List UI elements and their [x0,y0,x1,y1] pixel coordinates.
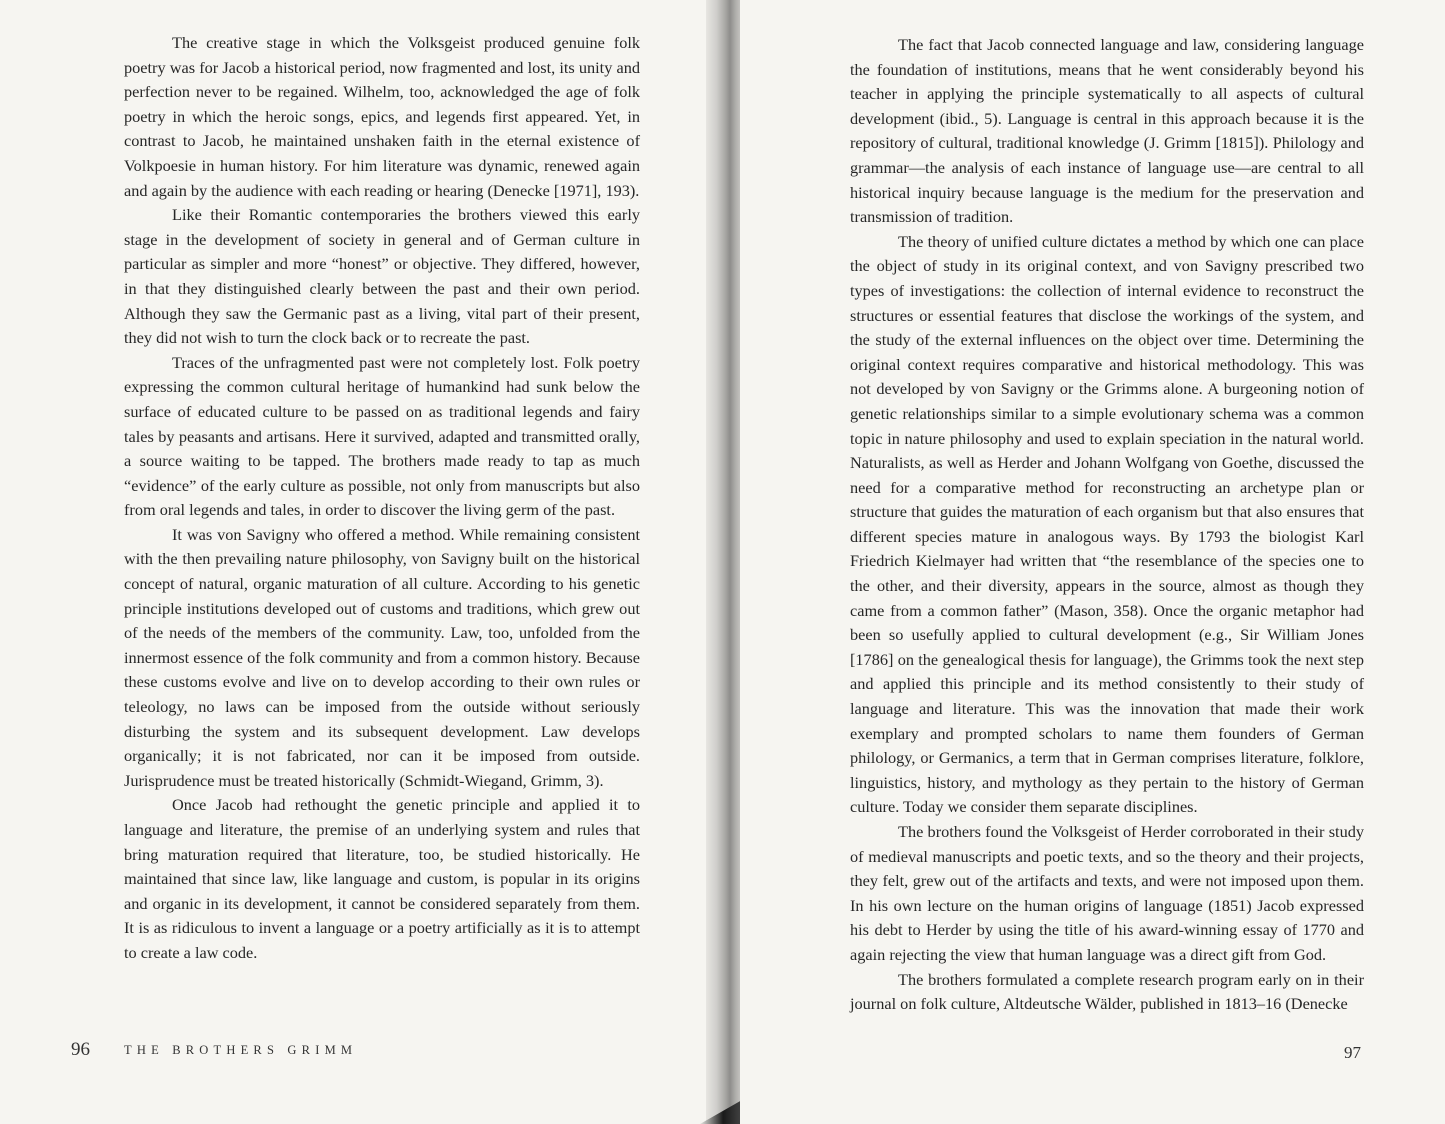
paragraph: Traces of the unfragmented past were not completely lost. Folk poetry expressing the common cultural heritage of humankind had sunk below the surface of educated culture to be passed on as traditional legends and fairy tales by peasants and artisans. Here it survived, adapted and transmitted orally, a source waiting to be tapped. The brothers made ready to tap as much “evidence” of the early culture as possible, not only from manuscripts but also from oral legends and tales, in order to discover the living germ of the past. [124,352,640,520]
paragraph: The brothers found the Volksgeist of Herder corroborated in their study of medieval manuscripts and poetic texts, and so the theory and their projects, they felt, grew out of the artifacts and texts, and were not imposed upon them. In his own lecture on the human origins of language (1851) Jacob expressed his debt to Herder by using the title of his award-winning essay of 1770 and again rejecting the view that human language was a direct gift from God. [850,822,1364,964]
paragraph: Like their Romantic contemporaries the brothers viewed this early stage in the development of society in general and of German culture in particular as simpler and more “honest” or objective. They differed, however, in that they distinguished clearly between the past and their own period. Although they saw the Germanic past as a living, vital part of their present, they did not wish to turn the clock back or to recreate the past. [124,205,640,348]
page-number: 97 [1344,1043,1361,1062]
paragraph: It was von Savigny who offered a method. While remaining consistent with the then prevailing nature philosophy, von Savigny built on the historical concept of natural, organic maturation of all culture. According to his genetic principle institutions developed out of customs and traditions, which grew out of the needs of the members of the community. Law, too, unfolded from the innermost essence of the folk community and from a common history. Because these customs evolve and live on to develop according to their own rules or teleology, no laws can be imposed from the outside without seriously disturbing the system and its subsequent development. Law develops organically; it is not fabricated, nor can it be imposed from outside. Jurisprudence must be treated historically (Schmidt-Wiegand, Grimm, 3). [124,524,640,790]
left-page-body [124,31,640,966]
paragraph: The fact that Jacob connected language and law, considering language the foundation of institutions, means that he went considerably beyond his teacher in applying the principle systematically to all aspects of cultural development (ibid., 5). Language is central in this approach because it is the repository of cultural, traditional knowledge (J. Grimm [1815]). Philology and grammar—the analysis of each instance of language use—are central to all historical inquiry because language is the medium for the preservation and transmission of tradition. [850,35,1364,227]
paragraph: The theory of unified culture dictates a method by which one can place the object of study in its original context, and von Savigny prescribed two types of investigations: the collection of internal evidence to reconstruct the structures or essential features that disclose the workings of the system, and the study of the external influences on the object over time. Determining the original context requires comparative and historical methodology. This was not developed by von Savigny or the Grimms alone. A burgeoning notion of genetic relationships similar to a simple evolutionary schema was a common topic in nature philosophy and used to explain speciation in the natural world. Naturalists, as well as Herder and Johann Wolfgang von Goethe, discussed the need for a comparative method for reconstructing an archetype plan or structure that guides the maturation of each organism but that also ensures that different species mature in analogous ways. By 1793 the biologist Karl Friedrich Kielmayer had written that “the resemblance of the species one to the other, and their diversity, appears in the source, almost as though they came from a common father” (Mason, 358). Once the organic metaphor had been so usefully applied to cultural development (e.g., Sir William Jones [1786] on the genealogical thesis for language), the Grimms took the next step and applied this principle and its method consistently to their study of language and literature. This was the innovation that made their work exemplary and prompted scholars to name them founders of German philology, or Germanics, a term that in German comprises literature, folklore, linguistics, history, and mythology as they pertain to the history of German culture. Today we consider them separate disciplines. [850,231,1364,817]
left-page [0,0,720,1124]
paragraph: Once Jacob had rethought the genetic principle and applied it to language and literature, the premise of an underlying system and rules that bring maturation required that literature, too, be studied historically. He maintained that since law, like language and custom, is popular in its origins and organic in its development, it cannot be considered separately from them. It is as ridiculous to invent a language or a poetry artificially as it is to attempt to create a law code. [124,795,640,962]
right-page [740,0,1445,1124]
right-page-body [850,33,1364,1017]
paragraph: The brothers formulated a complete research program early on in their journal on folk culture, Altdeutsche Wälder, published in 1813–16 (Denecke [850,969,1364,1014]
paragraph: The creative stage in which the Volksgeist produced genuine folk poetry was for Jacob a historical period, now fragmented and lost, its unity and perfection never to be regained. Wilhelm, too, acknowledged the age of folk poetry in which the heroic songs, epics, and legends first appeared. Yet, in contrast to Jacob, he maintained unshaken faith in the eternal existence of Volkpoesie in human history. For him literature was dynamic, renewed again and again by the audience with each reading or hearing (Denecke [1971], 193). [124,33,640,200]
page-number: 96 [71,1039,90,1060]
running-head: THE BROTHERS GRIMM [124,1043,358,1057]
